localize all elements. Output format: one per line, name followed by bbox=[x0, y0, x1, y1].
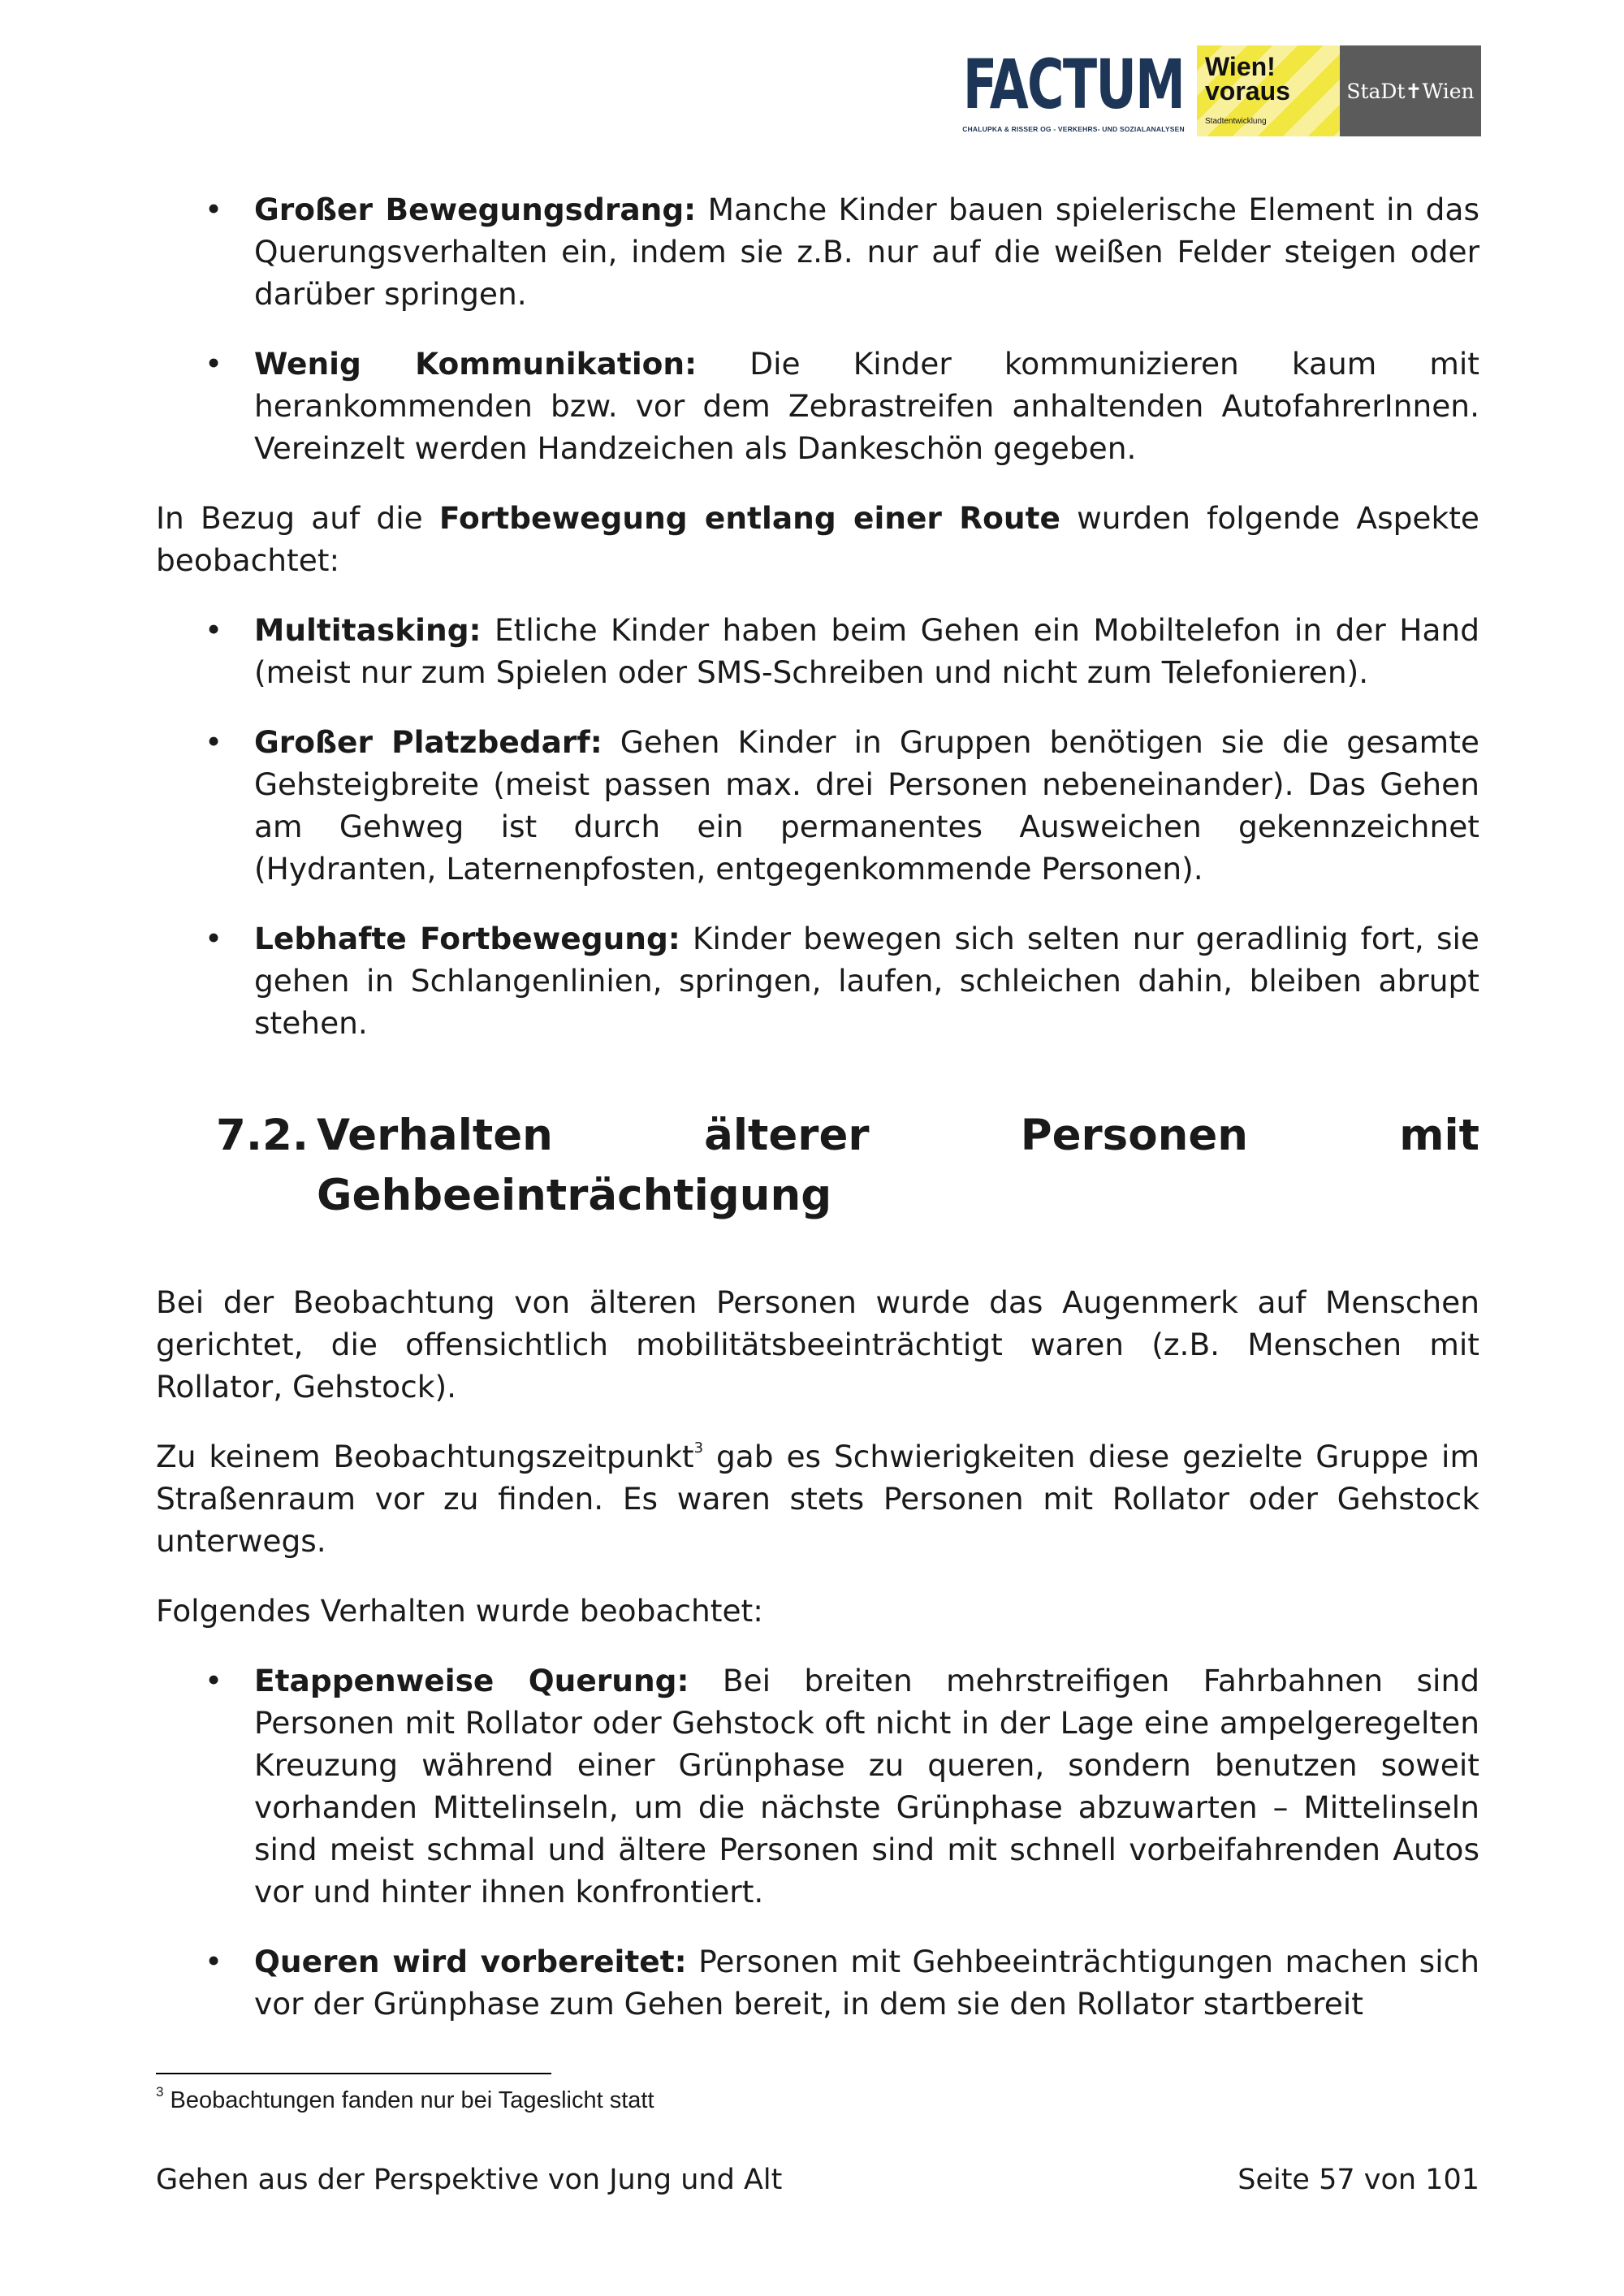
bullet-icon: • bbox=[205, 1663, 223, 1698]
section-title-line1 bbox=[317, 1106, 1479, 1166]
para2-before: Zu keinem Beobachtungszeitpunkt bbox=[156, 1439, 694, 1474]
bullet-icon: • bbox=[205, 346, 223, 382]
list-item bbox=[156, 188, 1479, 315]
footnote bbox=[156, 2084, 654, 2117]
bullet-icon: • bbox=[205, 1944, 223, 1979]
bullet-term: Wenig Kommunikation: bbox=[254, 346, 698, 382]
paragraph-timepoint bbox=[156, 1435, 1479, 1562]
bullet-term: Queren wird vorbereitet: bbox=[254, 1944, 687, 1979]
bullet-icon: • bbox=[205, 921, 223, 956]
wien-voraus-line1: Wien! bbox=[1205, 52, 1276, 81]
bullet-term: Großer Bewegungsdrang: bbox=[254, 192, 697, 227]
list-item bbox=[156, 917, 1479, 1044]
route-para-bold: Fortbewegung entlang einer Route bbox=[438, 500, 1060, 536]
footnote-number: 3 bbox=[156, 2084, 164, 2100]
para2-after: gab es Schwierigkeiten diese gezielte Gruppe im Straßenraum vor zu finden. Es waren stets Personen mit Rollator oder Gehstock unterwegs. bbox=[156, 1439, 1479, 1559]
footnote-divider bbox=[156, 2073, 551, 2074]
bullet-term: Lebhafte Fortbewegung: bbox=[254, 921, 680, 956]
list-item bbox=[156, 1659, 1479, 1913]
bullet-icon: • bbox=[205, 192, 223, 227]
factum-logo-word: FACTUM bbox=[962, 45, 1185, 124]
bullet-text: Personen mit Gehbeeinträchtigungen machen sich vor der Grünphase zum Gehen bereit, in dem sie den Rollator startbereit bbox=[254, 1944, 1480, 2022]
intro-bullet-list bbox=[156, 188, 1479, 469]
bullet-text: Bei breiten mehrstreifigen Fahrbahnen sind Personen mit Rollator oder Gehstock oft nicht in der Lage eine ampelgeregelten Kreuzung während einer Grünphase zu queren, sondern benutzen soweit vorhanden Mittelinseln, um die nächste Grünphase abzuwarten – Mittelinseln sind meist schmal und ältere Personen sind mit schnell vorbeifahrenden Autos vor und hinter ihnen konfrontiert. bbox=[254, 1663, 1480, 1910]
bullet-term: Multitasking: bbox=[254, 612, 482, 648]
section-heading bbox=[156, 1106, 1479, 1226]
bullet-text: Die Kinder kommunizieren kaum mit herankommenden bzw. vor dem Zebrastreifen anhaltenden AutofahrerInnen. Vereinzelt werden Handzeichen als Dankeschön gegeben. bbox=[254, 346, 1480, 466]
bullet-text: Manche Kinder bauen spielerische Element in das Querungsverhalten ein, indem sie z.B. nur auf die weißen Felder steigen oder darüber springen. bbox=[254, 192, 1480, 312]
route-para-before: In Bezug auf die bbox=[156, 500, 439, 536]
page-footer bbox=[156, 2160, 1479, 2200]
footer-title: Gehen aus der Perspektive von Jung und Alt bbox=[156, 2164, 783, 2196]
footnote-text: Beobachtungen fanden nur bei Tageslicht statt bbox=[163, 2087, 654, 2113]
bullet-icon: • bbox=[205, 724, 223, 760]
factum-logo-tagline: CHALUPKA & RISSER OG - VERKEHRS- UND SOZIALANALYSEN bbox=[962, 125, 1185, 133]
route-paragraph bbox=[156, 497, 1479, 581]
paragraph-behavior-intro: Folgendes Verhalten wurde beobachtet: bbox=[156, 1593, 763, 1629]
section-title-word: mit bbox=[1399, 1111, 1479, 1160]
wien-logos bbox=[1197, 45, 1481, 136]
wien-voraus-logo bbox=[1197, 45, 1340, 136]
bullet-term: Etappenweise Querung: bbox=[254, 1663, 689, 1698]
section-title-word: Verhalten bbox=[317, 1111, 553, 1160]
list-item bbox=[156, 1940, 1479, 2025]
footnote-ref[interactable]: 3 bbox=[693, 1439, 704, 1457]
wien-voraus-sub: Stadtentwicklung bbox=[1205, 117, 1267, 126]
bullet-text: Etliche Kinder haben beim Gehen ein Mobiltelefon in der Hand (meist nur zum Spielen oder SMS-Schreiben und nicht zum Telefonieren). bbox=[254, 612, 1479, 690]
bullet-text: Gehen Kinder in Gruppen benötigen sie die gesamte Gehsteigbreite (meist passen max. drei Personen nebeneinander). Das Gehen am Gehweg ist durch ein permanentes Ausweichen gekennzeichnet (Hydranten, Laternenpfosten, entgegenkommende Personen). bbox=[254, 724, 1479, 887]
section-title-word: älterer bbox=[704, 1111, 870, 1160]
list-item bbox=[156, 721, 1479, 890]
section-title-word: Personen bbox=[1020, 1111, 1249, 1160]
page-body bbox=[156, 188, 1479, 2025]
factum-logo bbox=[962, 45, 1185, 133]
route-bullet-list bbox=[156, 609, 1479, 1044]
bullet-term: Großer Platzbedarf: bbox=[254, 724, 603, 760]
section-title-line2: Gehbeeinträchtigung bbox=[317, 1171, 832, 1220]
section-number: 7.2. bbox=[216, 1111, 309, 1160]
page-number: Seite 57 von 101 bbox=[1237, 2164, 1479, 2196]
header-logos bbox=[962, 45, 1481, 136]
wien-voraus-line2: voraus bbox=[1205, 76, 1290, 106]
list-item bbox=[156, 343, 1479, 469]
bullet-text: Kinder bewegen sich selten nur geradlinig fort, sie gehen in Schlangenlinien, springen, laufen, schleichen dahin, bleiben abrupt stehen. bbox=[254, 921, 1479, 1041]
list-item bbox=[156, 609, 1479, 693]
route-para-after: wurden folgende Aspekte beobachtet: bbox=[156, 500, 1479, 578]
stadt-wien-logo: StaDt✝Wien bbox=[1340, 45, 1481, 136]
bullet-icon: • bbox=[205, 612, 223, 648]
paragraph-observation: Bei der Beobachtung von älteren Personen wurde das Augenmerk auf Menschen gerichtet, die offensichtlich mobilitätsbeeinträchtigt waren (z.B. Menschen mit Rollator, Gehstock). bbox=[156, 1284, 1479, 1405]
elder-bullet-list bbox=[156, 1659, 1479, 2025]
